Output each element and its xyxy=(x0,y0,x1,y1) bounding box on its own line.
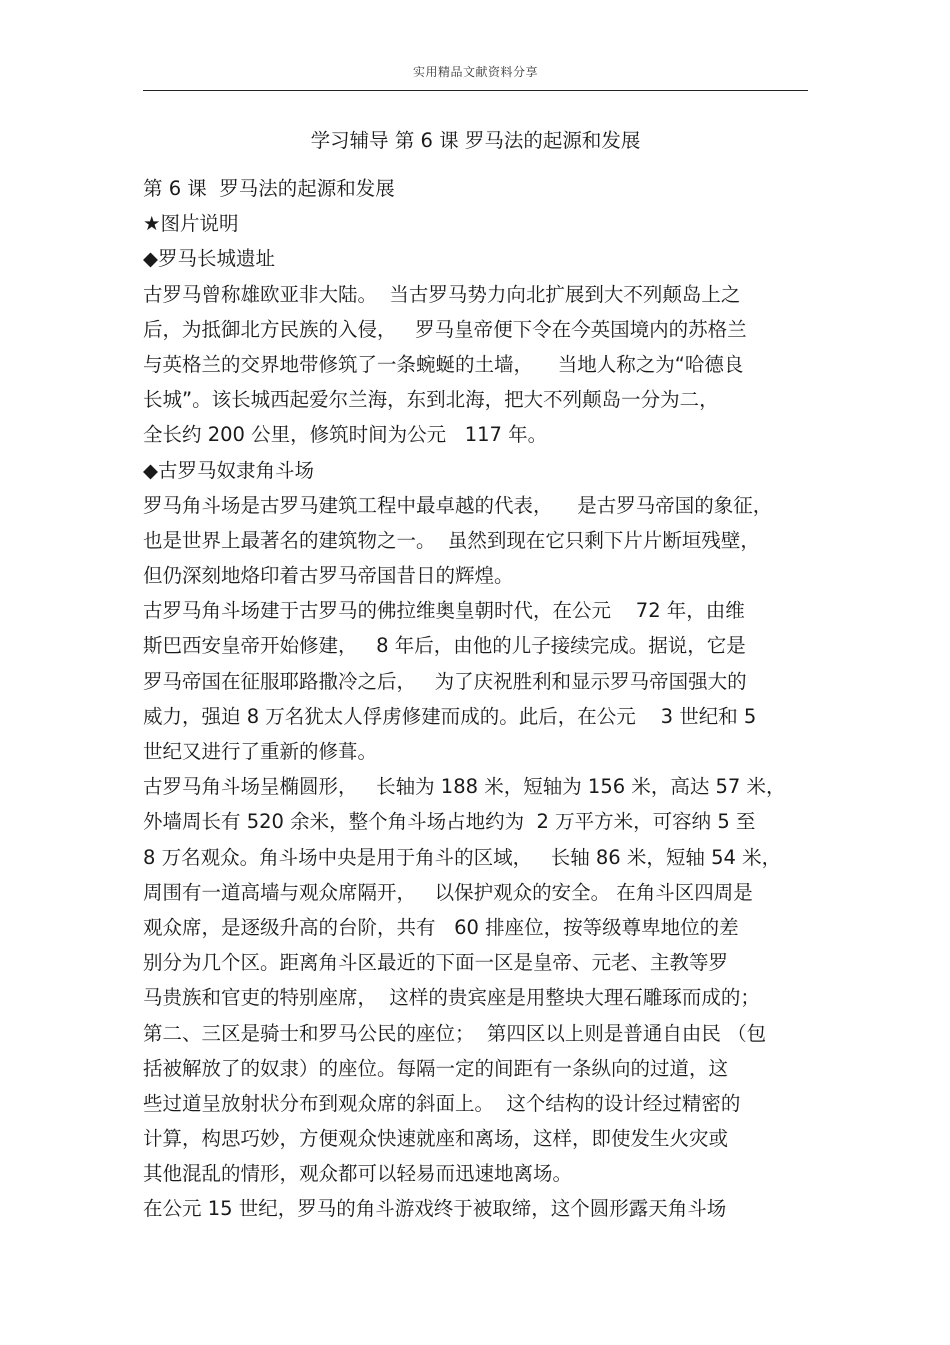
document-body xyxy=(143,171,823,1227)
header-rule xyxy=(143,90,808,91)
text-line: 古罗马曾称雄欧亚非大陆。 当古罗马势力向北扩展到大不列颠岛上之 xyxy=(143,282,741,306)
text-line: 观众席，是逐级升高的台阶，共有 60 排座位，按等级尊卑地位的差 xyxy=(143,915,739,939)
text-line: 也是世界上最著名的建筑物之一。 虽然到现在它只剩下片片断垣残壁， xyxy=(143,528,760,552)
text-line: ★图片说明 xyxy=(143,212,239,236)
page-header: 实用精品文献资料分享 xyxy=(412,65,538,79)
text-line: ◆古罗马奴隶角斗场 xyxy=(143,458,314,482)
text-line: 威力，强迫 8 万名犹太人俘虏修建而成的。此后，在公元 3 世纪和 5 xyxy=(143,704,757,728)
text-line: 马贵族和官吏的特别座席， 这样的贵宾座是用整块大理石雕琢而成的； xyxy=(143,986,760,1010)
text-line: 但仍深刻地烙印着古罗马帝国昔日的辉煌。 xyxy=(143,564,514,588)
text-line: 其他混乱的情形，观众都可以轻易而迅速地离场。 xyxy=(143,1162,573,1186)
text-line: 后，为抵御北方民族的入侵， 罗马皇帝便下令在今英国境内的苏格兰 xyxy=(143,317,747,341)
document-title: 学习辅导 第 6 课 罗马法的起源和发展 xyxy=(310,129,641,152)
text-line: 8 万名观众。角斗场中央是用于角斗的区域， 长轴 86 米，短轴 54 米， xyxy=(143,845,782,869)
text-line: ◆罗马长城遗址 xyxy=(143,247,275,271)
text-line: 计算，构思巧妙，方便观众快速就座和离场，这样，即使发生火灾或 xyxy=(143,1127,729,1151)
text-line: 外墙周长有 520 余米，整个角斗场占地约为 2 万平方米，可容纳 5 至 xyxy=(143,810,756,834)
text-line: 长城”。该长城西起爱尔兰海，东到北海，把大不列颠岛一分为二， xyxy=(143,388,719,412)
text-line: 古罗马角斗场建于古罗马的佛拉维奥皇朝时代，在公元 72 年，由维 xyxy=(143,599,745,623)
text-line: 别分为几个区。距离角斗区最近的下面一区是皇帝、元老、主教等罗 xyxy=(143,951,729,975)
text-line: 罗马帝国在征服耶路撒冷之后， 为了庆祝胜利和显示罗马帝国强大的 xyxy=(143,669,747,693)
text-line: 在公元 15 世纪，罗马的角斗游戏终于被取缔，这个圆形露天角斗场 xyxy=(143,1197,727,1221)
text-line: 括被解放了的奴隶）的座位。每隔一定的间距有一条纵向的过道，这 xyxy=(143,1056,729,1080)
text-line: 罗马角斗场是古罗马建筑工程中最卓越的代表， 是古罗马帝国的象征， xyxy=(143,493,773,517)
text-line: 周围有一道高墙与观众席隔开， 以保护观众的安全。 在角斗区四周是 xyxy=(143,880,753,904)
text-line: 第 6 课 罗马法的起源和发展 xyxy=(143,177,395,200)
text-line: 世纪又进行了重新的修葺。 xyxy=(143,740,378,763)
text-line: 古罗马角斗场呈椭圆形， 长轴为 188 米，短轴为 156 米，高达 57 米， xyxy=(143,775,786,799)
text-line: 与英格兰的交界地带修筑了一条蜿蜒的土墙， 当地人称之为“哈德良 xyxy=(143,352,744,376)
text-line: 第二、三区是骑士和罗马公民的座位； 第四区以上则是普通自由民 （包 xyxy=(143,1021,767,1045)
text-line: 斯巴西安皇帝开始修建， 8 年后，由他的儿子接续完成。据说，它是 xyxy=(143,634,746,658)
text-line: 全长约 200 公里，修筑时间为公元 117 年。 xyxy=(143,423,548,447)
text-line: 些过道呈放射状分布到观众席的斜面上。 这个结构的设计经过精密的 xyxy=(143,1091,741,1115)
